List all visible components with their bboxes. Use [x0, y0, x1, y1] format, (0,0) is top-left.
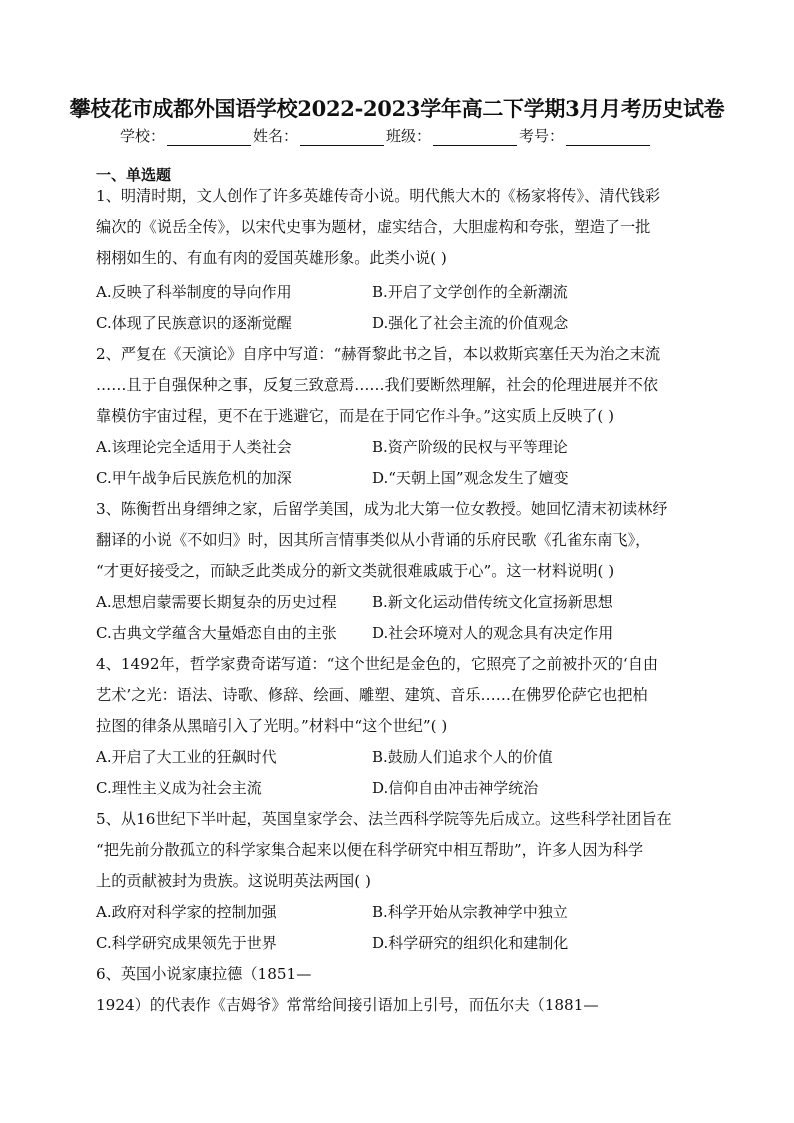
question-2-line-1: 2、严复在《天演论》自序中写道：“赫胥黎此书之旨，本以救斯宾塞任天为治之末流 [96, 345, 661, 363]
question-2-line-2: ……且于自强保种之事，反复三致意焉……我们要断然理解，社会的伦理进展并不依 [96, 376, 658, 394]
question-2-option-b[interactable]: B.资产阶级的民权与平等理论 [372, 438, 568, 456]
question-4-option-b[interactable]: B.鼓励人们追求个人的价值 [372, 748, 553, 766]
question-1-option-c[interactable]: C.体现了民族意识的逐渐觉醒 [96, 314, 292, 332]
question-5-option-b[interactable]: B.科学开始从宗教神学中独立 [372, 903, 568, 921]
question-1-line-1: 1、明清时期，文人创作了许多英雄传奇小说。明代熊大木的《杨家将传》、清代钱彩 [96, 187, 661, 205]
question-2-option-d[interactable]: D.“天朝上国”观念发生了嬗变 [372, 469, 569, 487]
question-3-option-a[interactable]: A.思想启蒙需要长期复杂的历史过程 [96, 593, 337, 611]
question-4-option-a[interactable]: A.开启了大工业的狂飙时代 [96, 748, 277, 766]
name-label: 姓名： [253, 127, 299, 145]
question-1-line-2: 编次的《说岳全传》，以宋代史事为题材，虚实结合，大胆虚构和夸张，塑造了一批 [96, 218, 651, 236]
section-heading: 一、单选题 [96, 166, 172, 184]
question-3-option-d[interactable]: D.社会环境对人的观念具有决定作用 [372, 624, 614, 642]
question-4-line-3: 拉图的律条从黑暗引入了光明。”材料中“这个世纪”( ) [96, 717, 448, 735]
question-5-line-2: “把先前分散孤立的科学家集合起来以便在科学研究中相互帮助”，许多人因为科学 [96, 841, 644, 859]
question-1-option-b[interactable]: B.开启了文学创作的全新潮流 [372, 283, 568, 301]
question-6-line-2: 1924）的代表作《吉姆爷》常常给间接引语加上引号，而伍尔夫（1881— [96, 996, 599, 1014]
student-info-row [120, 125, 680, 146]
question-3-line-1: 3、陈衡哲出身缙绅之家，后留学美国，成为北大第一位女教授。她回忆清末初读林纾 [96, 500, 668, 518]
school-label: 学校： [120, 127, 166, 145]
question-4-line-1: 4、1492年，哲学家费奇诺写道：“这个世纪是金色的，它照亮了之前被扑灭的‘自由 [96, 655, 659, 673]
question-6-line-1: 6、英国小说家康拉德（1851— [96, 965, 312, 983]
question-1-option-a[interactable]: A.反映了科举制度的导向作用 [96, 283, 292, 301]
question-2-option-c[interactable]: C.甲午战争后民族危机的加深 [96, 469, 292, 487]
question-3-line-2: 翻译的小说《不如归》时，因其所言情事类似从小背诵的乐府民歌《孔雀东南飞》， [96, 531, 651, 549]
question-1-line-3: 栩栩如生的、有血有肉的爱国英雄形象。此类小说( ) [96, 249, 447, 267]
question-3-option-b[interactable]: B.新文化运动借传统文化宣扬新思想 [372, 593, 613, 611]
question-5-option-a[interactable]: A.政府对科学家的控制加强 [96, 903, 277, 921]
exam-number-label: 考号： [519, 127, 565, 145]
question-2-line-3: 靠模仿宇宙过程，更不在于逃避它，而是在于同它作斗争。”这实质上反映了( ) [96, 407, 615, 425]
question-4-line-2: 艺术’之光：语法、诗歌、修辞、绘画、雕塑、建筑、音乐……在佛罗伦萨它也把柏 [96, 686, 648, 704]
name-blank[interactable] [300, 129, 384, 146]
class-label: 班级： [386, 127, 432, 145]
question-5-option-c[interactable]: C.科学研究成果领先于世界 [96, 934, 277, 952]
question-5-option-d[interactable]: D.科学研究的组织化和建制化 [372, 934, 569, 952]
exam-number-blank[interactable] [566, 129, 650, 146]
question-1-option-d[interactable]: D.强化了社会主流的价值观念 [372, 314, 569, 332]
question-2-option-a[interactable]: A.该理论完全适用于人类社会 [96, 438, 292, 456]
class-blank[interactable] [433, 129, 517, 146]
question-5-line-1: 5、从16世纪下半叶起，英国皇家学会、法兰西科学院等先后成立。这些科学社团旨在 [96, 810, 672, 828]
question-3-line-3: “才更好接受之，而缺乏此类成分的新文类就很难戚戚于心”。这一材料说明( ) [96, 562, 615, 580]
question-4-option-d[interactable]: D.信仰自由冲击神学统治 [372, 779, 539, 797]
school-blank[interactable] [167, 129, 251, 146]
question-4-option-c[interactable]: C.理性主义成为社会主流 [96, 779, 262, 797]
question-5-line-3: 上的贡献被封为贵族。这说明英法两国( ) [96, 872, 371, 890]
question-3-option-c[interactable]: C.古典文学蕴含大量婚恋自由的主张 [96, 624, 337, 642]
exam-title: 攀枝花市成都外国语学校2022-2023学年高二下学期3月月考历史试卷 [69, 96, 725, 121]
